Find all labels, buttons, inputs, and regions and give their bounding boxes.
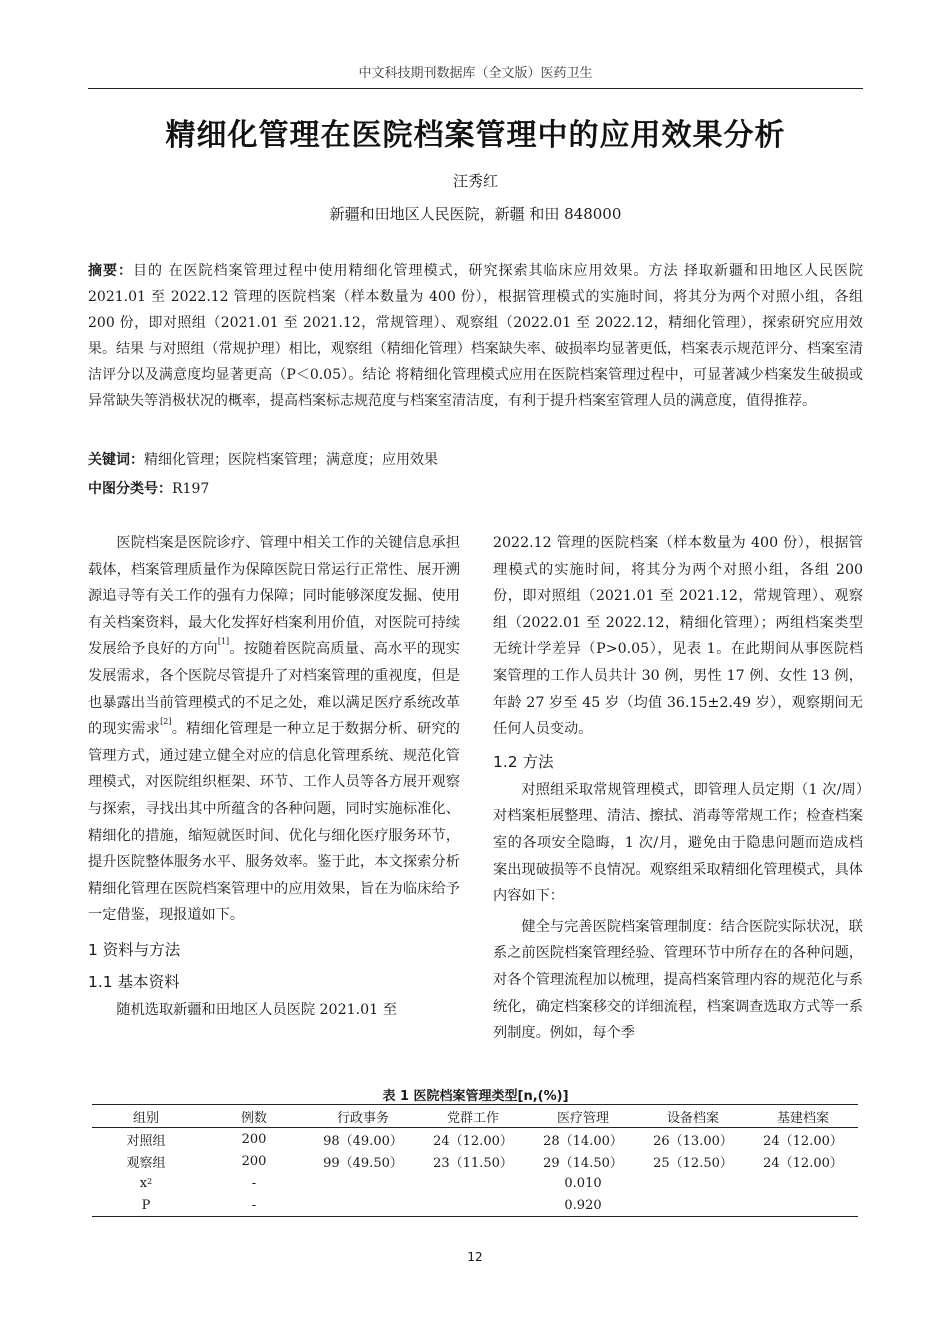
table-cell: 200 <box>241 1131 267 1147</box>
p-value: 0.920 <box>528 1194 638 1217</box>
table-cell: 26（13.00） <box>653 1133 733 1149</box>
table-header-cell: 行政事务 <box>308 1105 418 1128</box>
table-row <box>92 1128 858 1151</box>
journal-name: 中文科技期刊数据库（全文版）医药卫生 <box>358 66 593 81</box>
table-cell <box>748 1172 858 1194</box>
classification-code: R197 <box>172 481 210 497</box>
table-cell: 28（14.00） <box>543 1133 623 1149</box>
table-header-cell: 医疗管理 <box>528 1105 638 1128</box>
table-cell <box>308 1194 418 1217</box>
p-label: P <box>92 1194 200 1217</box>
table-cell: 对照组 <box>126 1133 166 1149</box>
chi-square-dash: - <box>251 1175 257 1191</box>
abstract-label: 摘要： <box>88 263 134 279</box>
table-row <box>92 1150 858 1172</box>
table-header-cell: 基建档案 <box>748 1105 858 1128</box>
archive-type-table <box>92 1104 858 1217</box>
table-header-cell: 组别 <box>92 1105 200 1128</box>
table-cell: 观察组 <box>126 1155 166 1171</box>
chi-square-superscript: 2 <box>147 1176 153 1186</box>
classification <box>88 478 863 498</box>
keywords <box>88 449 863 469</box>
method-paragraph-2: 健全与完善医院档案管理制度：结合医院实际状况，联系之前医院档案管理经验、管理环节中所存在的各种问题，对各个管理流程加以梳理，提高档案管理内容的规范化与系统化，确定档案移交的详细流程，档案调查选取方式等一系列制度。例如，每个季 <box>493 918 863 1042</box>
keywords-label: 关键词： <box>88 452 144 468</box>
table-header-row <box>92 1105 858 1128</box>
table-cell: 29（14.50） <box>543 1155 623 1171</box>
left-column <box>88 530 460 1024</box>
keywords-text: 精细化管理；医院档案管理；满意度；应用效果 <box>144 452 438 468</box>
basic-info-continued: 2022.12 管理的医院档案（样本数量为 400 份），根据管理模式的实施时间，将其分为两个对照小组，各组 200 份，即对照组（2021.01 至 2021.12，常规管理）、观察组（2022.01 至 2022.12，精细化管理）；两组档案类型无统计学差异（P>0.05），见表 1。在此期间从事医院档案管理的工作人员共计 30 例，男性 17 例、女性 13 例，年龄 27 岁至 45 岁（均值 36.15±2.49 岁），观察期间无任何人员变动。 <box>493 535 863 738</box>
table-cell <box>418 1194 528 1217</box>
table-cell <box>638 1172 748 1194</box>
abstract <box>88 258 863 414</box>
chi-square-value: 0.010 <box>564 1175 602 1191</box>
abstract-text: 目的 在医院档案管理过程中使用精细化管理模式，研究探索其临床应用效果。方法 择取新疆和田地区人民医院 2021.01 至 2022.12 管理的医院档案（样本数量为 400 份），根据管理模式的实施时间，将其分为两个对照小组，各组 200 份，即对照组（2021.01 至 2021.12，常规管理）、观察组（2022.01 至 2022.12，精细化管理），探索研究应用效果。结果 与对照组（常规护理）相比，观察组（精细化管理）档案缺失率、破损率均显著更低，档案表示规范评分、档案室清洁评分以及满意度均显著更高（P＜0.05）。结论 将精细化管理模式应用在医院档案管理过程中，可显著减少档案发生破损或异常缺失等消极状况的概率，提高档案标志规范度与档案室清洁度，有利于提升档案室管理人员的满意度，值得推荐。 <box>88 263 864 409</box>
chi-square-symbol: x <box>139 1175 148 1191</box>
table-cell: 24（12.00） <box>763 1133 843 1149</box>
table-cell: 99（49.50） <box>323 1155 403 1171</box>
intro-text-b: 。按随着医院高质量、高水平的现实发展需求，各个医院尽管提升了对档案管理的重视度，但是也暴露出当前管理模式的不足之处，难以满足医疗系统改革的现实需求 <box>88 641 460 738</box>
chi-square-label <box>92 1172 200 1194</box>
author: 汪秀红 <box>452 172 498 190</box>
section-heading-1-1: 1.1 基本资料 <box>88 972 180 991</box>
table-header-cell: 党群工作 <box>418 1105 528 1128</box>
paper-title: 精细化管理在医院档案管理中的应用效果分析 <box>165 118 786 153</box>
intro-paragraph <box>88 530 460 929</box>
right-column <box>493 530 863 1047</box>
table-cell: 200 <box>241 1153 267 1169</box>
table-row-chi-square <box>92 1172 858 1194</box>
table-row-p-value <box>92 1194 858 1217</box>
table-cell: 24（12.00） <box>433 1133 513 1149</box>
intro-text-c: 。精细化管理是一种立足于数据分析、研究的管理方式，通过建立健全对应的信息化管理系统、规范化管理模式，对医院组织框架、环节、工作人员等各方展开观察与探索，寻找出其中所蕴含的各种问题，同时实施标准化、精细化的措施，缩短就医时间、优化与细化医疗服务环节，提升医院整体服务水平、服务效率。鉴于此，本文探索分析精细化管理在医院档案管理中的应用效果，旨在为临床给予一定借鉴，现报道如下。 <box>88 721 460 924</box>
affiliation: 新疆和田地区人民医院，新疆 和田 848000 <box>329 205 622 223</box>
method-paragraph-1: 对照组采取常规管理模式，即管理人员定期（1 次/周）对档案柜展整理、清洁、擦拭、消毒等常规工作；检查档案室的各项安全隐晦，1 次/月，避免由于隐患问题而造成档案出现破损等不良情况。观察组采取精细化管理模式，具体内容如下： <box>493 781 863 905</box>
table-cell <box>308 1172 418 1194</box>
table-cell: 24（12.00） <box>763 1155 843 1171</box>
basic-info-paragraph: 随机选取新疆和田地区人员医院 2021.01 至 <box>116 1001 397 1018</box>
classification-label: 中图分类号： <box>88 481 172 497</box>
table-cell: 23（11.50） <box>433 1155 513 1171</box>
citation-1: [1] <box>217 637 230 647</box>
table-cell <box>638 1194 748 1217</box>
section-heading-1-2: 1.2 方法 <box>493 752 554 771</box>
table-cell: 25（12.50） <box>653 1155 733 1171</box>
table-header-cell: 例数 <box>200 1105 308 1128</box>
table-header-cell: 设备档案 <box>638 1105 748 1128</box>
journal-header <box>88 62 863 89</box>
p-dash: - <box>200 1194 308 1217</box>
page-number: 12 <box>467 1250 483 1264</box>
table-cell <box>748 1194 858 1217</box>
table-cell: 98（49.00） <box>323 1133 403 1149</box>
citation-2: [2] <box>160 717 172 727</box>
intro-text-a: 医院档案是医院诊疗、管理中相关工作的关键信息承担载体，档案管理质量作为保障医院日常运行正常性、展开溯源追寻等有关工作的强有力保障；同时能够深度发掘、使用有关档案资料，最大化发挥好档案利用价值，对医院可持续发展给予良好的方向 <box>88 535 460 658</box>
table-caption: 表 1 医院档案管理类型[n,(%)] <box>382 1089 569 1104</box>
section-heading-1: 1 资料与方法 <box>88 940 181 959</box>
table-cell <box>418 1172 528 1194</box>
